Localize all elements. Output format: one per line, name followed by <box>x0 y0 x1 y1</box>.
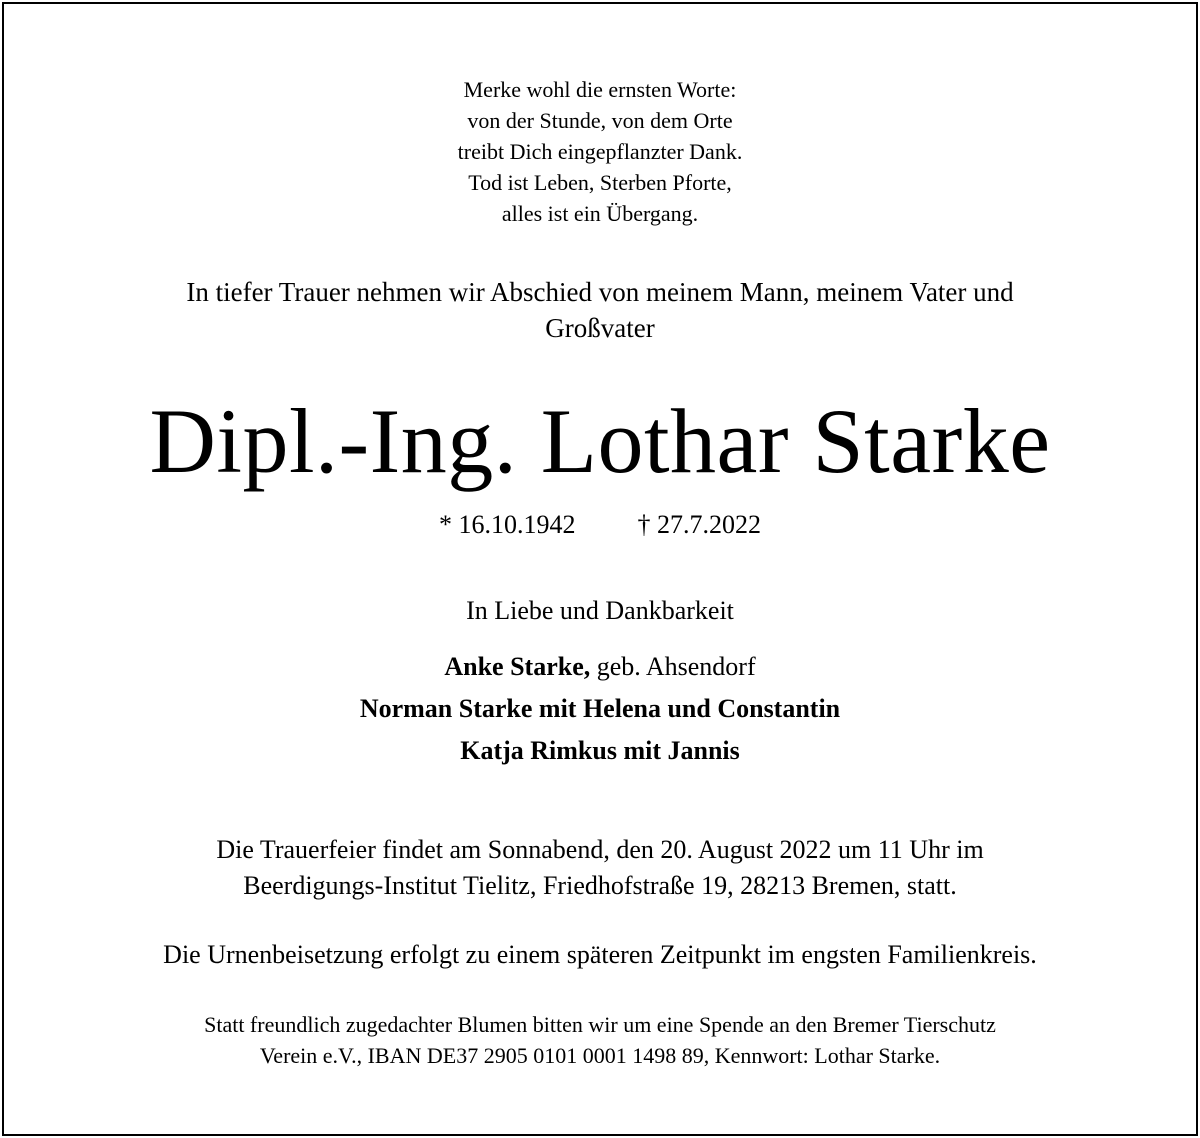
widow-maiden-name: geb. Ahsendorf <box>590 652 756 681</box>
poem-line: Merke wohl die ernsten Worte: <box>463 77 737 102</box>
ceremony-info <box>4 832 1196 904</box>
obituary-notice <box>2 2 1198 1136</box>
intro-line-2: Großvater <box>545 313 655 343</box>
widow-name: Anke Starke, <box>444 652 591 681</box>
family-line-1 <box>4 646 1196 688</box>
ceremony-line-2: Beerdigungs-Institut Tielitz, Friedhofstraße 19, 28213 Bremen, statt. <box>243 871 957 900</box>
poem <box>4 74 1196 229</box>
closing-phrase: In Liebe und Dankbarkeit <box>466 596 734 625</box>
intro-text <box>64 274 1136 346</box>
birth-date: * 16.10.1942 <box>439 510 576 539</box>
donation-line-1: Statt freundlich zugedachter Blumen bitten wir um eine Spende an den Bremer Tierschutz <box>204 1012 996 1037</box>
deceased-name: Dipl.-Ing. Lothar Starke <box>149 390 1051 492</box>
poem-line: von der Stunde, von dem Orte <box>467 108 733 133</box>
poem-line: alles ist ein Übergang. <box>501 201 699 226</box>
family-line-2 <box>4 688 1196 730</box>
family-line-3 <box>4 730 1196 772</box>
urn-burial-info: Die Urnenbeisetzung erfolgt zu einem späteren Zeitpunkt im engsten Familienkreis. <box>163 940 1037 969</box>
death-date: † 27.7.2022 <box>637 510 761 539</box>
daughter-family: Katja Rimkus mit Jannis <box>460 736 740 765</box>
poem-line: Tod ist Leben, Sterben Pforte, <box>468 170 732 195</box>
poem-line: treibt Dich eingepflanzter Dank. <box>457 139 743 164</box>
donation-request <box>4 1009 1196 1071</box>
donation-line-2: Verein e.V., IBAN DE37 2905 0101 0001 1498 89, Kennwort: Lothar Starke. <box>259 1043 941 1068</box>
life-dates <box>4 507 1196 543</box>
ceremony-line-1: Die Trauerfeier findet am Sonnabend, den 20. August 2022 um 11 Uhr im <box>216 835 984 864</box>
family-list <box>4 646 1196 772</box>
intro-line-1: In tiefer Trauer nehmen wir Abschied von meinem Mann, meinem Vater und <box>186 277 1014 307</box>
son-family: Norman Starke mit Helena und Constantin <box>359 694 841 723</box>
